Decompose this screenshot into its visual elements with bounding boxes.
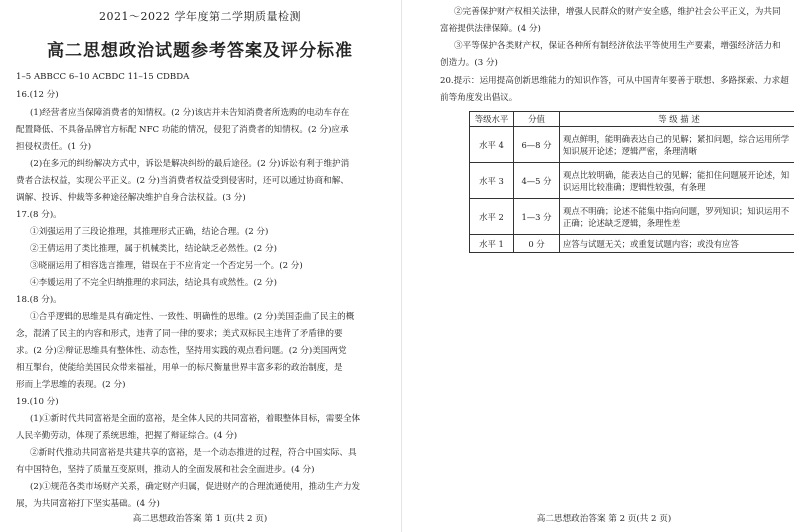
column-header: 等 级 描 述 — [560, 112, 794, 127]
page-title: 高二思想政治试题参考答案及评分标准 — [47, 41, 353, 61]
description-cell — [560, 163, 794, 199]
text-line: 富裕提供法律保障。(4 分) — [440, 24, 541, 34]
text-line: (1)经营者应当保障消费者的知情权。(2 分)该店并未告知消费者所选购的电动车存在 — [30, 108, 350, 118]
score-cell: 6—8 分 — [514, 127, 560, 163]
page-footer: 高二思想政治答案 第 2 页(共 2 页) — [536, 514, 672, 524]
table-row — [470, 127, 794, 163]
description-line: 知识展开论述；逻辑严密，条理清晰 — [563, 145, 697, 156]
text-line: (2)在多元的纠纷解决方式中，诉讼是解决纠纷的最后途径。(2 分)诉讼有利于维护消 — [30, 159, 350, 169]
text-line: ②完善保护财产权相关法律，增强人民群众的财产安全感，维护社会公平正义，为共同 — [454, 7, 781, 17]
description-cell — [560, 127, 794, 163]
description-line: 正确；论述缺乏逻辑，条理性差 — [563, 217, 681, 228]
text-line: 念，混淆了民主的内容和形式，违背了同一律的要求；美式双标民主违背了矛盾律的要 — [16, 329, 343, 339]
text-line: 创造力。(3 分) — [440, 58, 498, 68]
text-line: ①刘强运用了三段论推理，其推理形式正确，结论合理。(2 分) — [30, 227, 269, 237]
text-line: 调解、投诉、仲裁等多种途径解决维护自身合法权益。(3 分) — [16, 193, 246, 203]
score-cell: 0 分 — [514, 235, 560, 253]
text-line: 求。(2 分)②辩证思维具有整体性、动态性，坚持用实践的观点看问题。(2 分)美国两党 — [16, 346, 347, 356]
level-cell: 水平 4 — [470, 127, 514, 163]
q19-heading: 19.(10 分) — [16, 397, 59, 407]
table-header-row — [470, 112, 794, 127]
text-line: 展，为共同富裕打下坚实基础。(4 分) — [16, 499, 160, 509]
score-cell: 1—3 分 — [514, 199, 560, 235]
table-row — [470, 163, 794, 199]
text-line: 担侵权责任。(1 分) — [16, 142, 92, 152]
text-line: ③晓丽运用了相容选言推理，错误在于不应肯定一个否定另一个。(2 分) — [30, 261, 303, 271]
score-cell: 4—5 分 — [514, 163, 560, 199]
answer-page-1 — [8, 0, 392, 532]
text-line: 前等角度发出倡议。 — [440, 93, 518, 103]
q16-heading: 16.(12 分) — [16, 90, 59, 100]
page-footer: 高二思想政治答案 第 1 页(共 2 页) — [132, 514, 268, 524]
text-line: (1)①新时代共同富裕是全面的富裕，是全体人民的共同富裕，着眼整体目标，需要全体 — [30, 414, 361, 424]
text-line: 有中国特色，坚持了质量互变原则，推动人的全面发展和社会全面进步。(4 分) — [16, 465, 315, 475]
text-line: 费者合法权益，实现公平正义。(2 分)当消费者权益受到侵害时，还可以通过协商和解、 — [16, 176, 349, 186]
description-line: 观点比较明确，能表达自己的见解；能扣住问题展开论述，知 — [563, 169, 790, 180]
column-header: 分值 — [514, 112, 560, 127]
text-line: (2)①规范各类市场财产关系，确定财产归属，促进财产的合理流通使用，推动生产力发 — [30, 482, 361, 492]
text-line: 形而上学思维的表现。(2 分) — [16, 380, 126, 390]
description-line: 应答与试题无关；或重复试题内容；或没有应答 — [563, 238, 739, 249]
scoring-rubric-table — [469, 111, 794, 253]
level-cell: 水平 1 — [470, 235, 514, 253]
text-line: ②新时代推动共同富裕是共建共享的富裕，是一个动态推进的过程，符合中国实际、具 — [30, 448, 357, 458]
q17-heading: 17.(8 分)。 — [16, 210, 62, 220]
level-cell: 水平 2 — [470, 199, 514, 235]
text-line: 配置降低、不具备品牌官方标配 NFC 功能的情况，侵犯了消费者的知情权。(2 分)应承 — [16, 125, 349, 135]
exam-header: 2021～2022 学年度第二学期质量检测 — [99, 10, 301, 23]
table-row — [470, 199, 794, 235]
text-line: ①合乎逻辑的思维是具有确定性、一致性、明确性的思维。(2 分)美国歪曲了民主的概 — [30, 312, 355, 322]
page-divider — [401, 0, 402, 532]
table-row — [470, 235, 794, 253]
q20-heading: 20.提示：运用提高创新思维能力的知识作答，可从中国青年要善于联想、多路探索、力求超 — [440, 76, 789, 86]
text-line: ④李媛运用了不完全归纳推理的求同法，结论具有或然性。(2 分) — [30, 278, 277, 288]
choice-answer-key: 1–5 ABBCC 6–10 ACBDC 11–15 CDBDA — [16, 72, 190, 82]
answer-page-2 — [412, 0, 794, 532]
description-line: 观点不明确；论述不能集中指向问题，罗列知识；知识运用不 — [563, 205, 790, 216]
column-header: 等级水平 — [470, 112, 514, 127]
q18-heading: 18.(8 分)。 — [16, 295, 62, 305]
text-line: 相互掣台，使能给美国民众带来福祉，用单一的标尺衡量世界丰富多彩的政治制度，是 — [16, 363, 343, 373]
text-line: ②王倩运用了类比推理，属于机械类比，结论缺乏必然性。(2 分) — [30, 244, 277, 254]
level-cell: 水平 3 — [470, 163, 514, 199]
description-line: 观点鲜明，能明确表达自己的见解；紧扣问题，综合运用所学 — [563, 133, 790, 144]
text-line: ③平等保护各类财产权，保证各种所有制经济依法平等使用生产要素，增强经济活力和 — [454, 41, 781, 51]
description-cell — [560, 235, 794, 253]
description-cell — [560, 199, 794, 235]
text-line: 人民辛勤劳动，体现了系统思维，把握了辩证综合。(4 分) — [16, 431, 238, 441]
description-line: 识运用比较准确；逻辑性较强，有条理 — [563, 181, 706, 192]
